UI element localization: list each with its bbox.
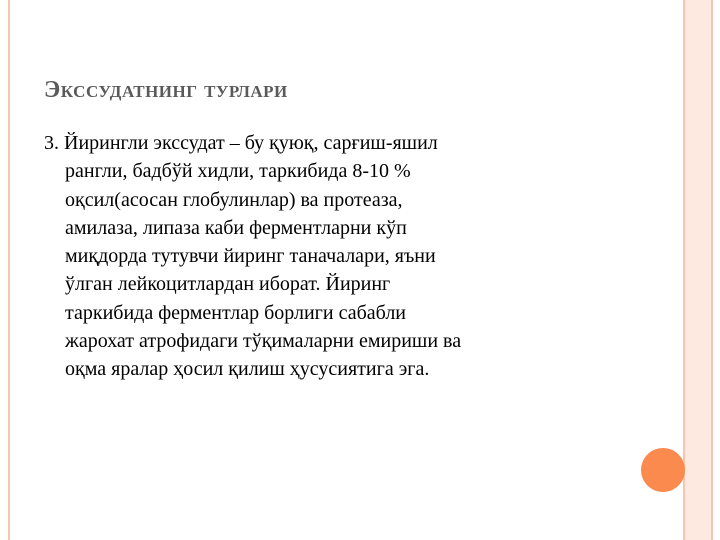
body-line: амилаза, липаза каби ферментларни кўп: [65, 216, 407, 239]
body-line: оқсил(асосан глобулинлар) ва протеаза,: [65, 188, 403, 211]
body-line: оқма яралар ҳосил қилиш ҳусусиятига эга.: [65, 358, 430, 381]
slide-body-paragraph: [44, 129, 644, 384]
body-line: ўлган лейкоцитлардан иборат. Йиринг: [65, 273, 391, 296]
orange-circle-decoration: [641, 448, 685, 492]
body-line: жарохат атрофидаги тўқималарни емириши ва: [65, 330, 462, 353]
body-line: 3. Йирингли экссудат – бу қуюқ, сарғиш-яшил: [44, 132, 438, 154]
body-line: таркибида ферментлар борлиги сабабли: [65, 301, 406, 324]
left-decorative-line: [8, 0, 10, 540]
body-line: миқдорда тутувчи йиринг таначалари, яъни: [65, 245, 436, 268]
slide-title: Экссудатнинг турлари: [44, 77, 288, 103]
body-line: рангли, бадбўй хидли, таркибида 8-10 %: [65, 160, 411, 183]
right-decorative-panel: [683, 0, 713, 540]
